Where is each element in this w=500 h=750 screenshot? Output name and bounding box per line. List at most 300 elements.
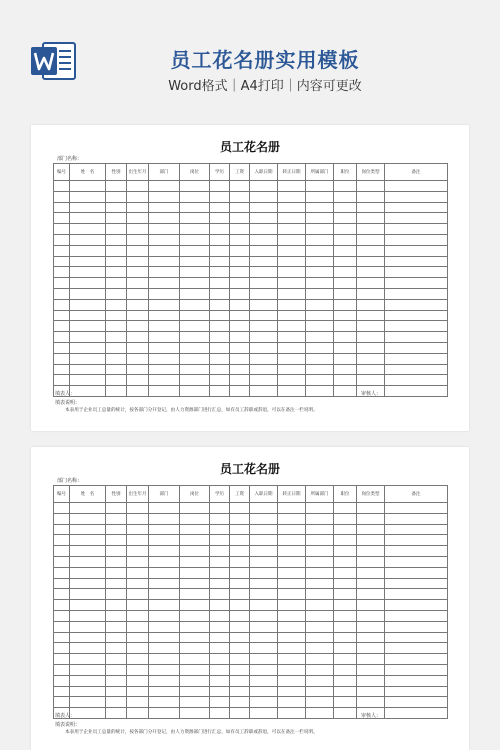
table-cell[interactable] [106,567,127,578]
table-cell[interactable] [385,610,448,621]
table-cell[interactable] [54,245,70,256]
table-cell[interactable] [250,245,278,256]
table-cell[interactable] [70,267,106,278]
table-cell[interactable] [250,567,278,578]
table-cell[interactable] [278,278,306,289]
table-cell[interactable] [149,621,180,632]
table-cell[interactable] [385,353,448,364]
table-cell[interactable] [127,697,149,708]
table-cell[interactable] [250,686,278,697]
table-cell[interactable] [357,364,385,375]
table-cell[interactable] [106,546,127,557]
table-cell[interactable] [70,224,106,235]
table-cell[interactable] [334,202,357,213]
table-cell[interactable] [70,578,106,589]
table-cell[interactable] [106,224,127,235]
table-cell[interactable] [250,267,278,278]
table-cell[interactable] [210,686,230,697]
table-cell[interactable] [385,589,448,600]
table-cell[interactable] [127,513,149,524]
table-cell[interactable] [54,332,70,343]
table-cell[interactable] [385,267,448,278]
table-cell[interactable] [306,567,334,578]
table-cell[interactable] [180,245,210,256]
table-cell[interactable] [106,686,127,697]
table-cell[interactable] [385,524,448,535]
table-cell[interactable] [357,632,385,643]
table-cell[interactable] [278,332,306,343]
table-cell[interactable] [357,181,385,192]
table-cell[interactable] [149,546,180,557]
table-cell[interactable] [385,213,448,224]
table-cell[interactable] [70,654,106,665]
table-cell[interactable] [334,224,357,235]
table-cell[interactable] [180,332,210,343]
table-cell[interactable] [180,664,210,675]
table-cell[interactable] [149,181,180,192]
table-cell[interactable] [149,503,180,514]
table-cell[interactable] [357,353,385,364]
table-cell[interactable] [127,364,149,375]
table-cell[interactable] [210,181,230,192]
table-cell[interactable] [357,697,385,708]
table-cell[interactable] [230,654,250,665]
table-cell[interactable] [180,364,210,375]
table-cell[interactable] [385,245,448,256]
table-cell[interactable] [306,664,334,675]
table-cell[interactable] [334,256,357,267]
table-cell[interactable] [127,213,149,224]
table-cell[interactable] [250,288,278,299]
table-cell[interactable] [230,375,250,386]
table-cell[interactable] [127,321,149,332]
table-cell[interactable] [54,524,70,535]
table-cell[interactable] [334,191,357,202]
table-cell[interactable] [54,697,70,708]
table-cell[interactable] [210,556,230,567]
table-cell[interactable] [385,224,448,235]
table-cell[interactable] [357,213,385,224]
table-cell[interactable] [278,342,306,353]
table-cell[interactable] [230,697,250,708]
table-cell[interactable] [385,567,448,578]
table-cell[interactable] [306,353,334,364]
table-cell[interactable] [385,321,448,332]
table-cell[interactable] [70,299,106,310]
table-cell[interactable] [334,503,357,514]
table-cell[interactable] [210,643,230,654]
table-cell[interactable] [334,288,357,299]
table-cell[interactable] [230,181,250,192]
table-cell[interactable] [106,375,127,386]
table-cell[interactable] [385,234,448,245]
table-cell[interactable] [106,299,127,310]
table-cell[interactable] [70,342,106,353]
table-cell[interactable] [54,643,70,654]
table-cell[interactable] [230,321,250,332]
table-cell[interactable] [149,353,180,364]
table-cell[interactable] [210,664,230,675]
table-cell[interactable] [334,610,357,621]
table-cell[interactable] [149,556,180,567]
table-cell[interactable] [180,288,210,299]
table-cell[interactable] [127,578,149,589]
table-cell[interactable] [180,299,210,310]
table-cell[interactable] [250,513,278,524]
table-cell[interactable] [149,245,180,256]
table-cell[interactable] [278,299,306,310]
table-cell[interactable] [54,664,70,675]
table-cell[interactable] [306,321,334,332]
table-cell[interactable] [334,267,357,278]
table-cell[interactable] [306,600,334,611]
table-cell[interactable] [306,589,334,600]
table-cell[interactable] [210,353,230,364]
table-cell[interactable] [149,632,180,643]
table-cell[interactable] [306,181,334,192]
table-cell[interactable] [180,181,210,192]
table-cell[interactable] [180,321,210,332]
table-cell[interactable] [149,321,180,332]
table-cell[interactable] [306,288,334,299]
table-cell[interactable] [54,299,70,310]
table-cell[interactable] [250,621,278,632]
table-cell[interactable] [54,234,70,245]
table-cell[interactable] [306,686,334,697]
table-cell[interactable] [54,288,70,299]
table-cell[interactable] [306,697,334,708]
table-cell[interactable] [250,524,278,535]
table-cell[interactable] [149,332,180,343]
table-cell[interactable] [357,513,385,524]
table-cell[interactable] [278,654,306,665]
table-cell[interactable] [278,643,306,654]
table-cell[interactable] [278,610,306,621]
table-cell[interactable] [334,364,357,375]
table-cell[interactable] [180,654,210,665]
table-cell[interactable] [210,589,230,600]
table-cell[interactable] [70,589,106,600]
table-cell[interactable] [70,632,106,643]
table-cell[interactable] [230,213,250,224]
table-cell[interactable] [306,546,334,557]
table-cell[interactable] [357,610,385,621]
table-cell[interactable] [70,686,106,697]
table-cell[interactable] [334,589,357,600]
table-cell[interactable] [106,191,127,202]
table-cell[interactable] [385,310,448,321]
table-cell[interactable] [210,202,230,213]
table-cell[interactable] [357,191,385,202]
table-cell[interactable] [230,632,250,643]
table-cell[interactable] [357,310,385,321]
table-cell[interactable] [180,621,210,632]
table-cell[interactable] [106,664,127,675]
table-cell[interactable] [210,213,230,224]
table-cell[interactable] [250,342,278,353]
table-cell[interactable] [54,632,70,643]
table-cell[interactable] [278,664,306,675]
table-cell[interactable] [180,191,210,202]
table-cell[interactable] [106,256,127,267]
table-cell[interactable] [385,664,448,675]
table-cell[interactable] [149,610,180,621]
table-cell[interactable] [210,632,230,643]
table-cell[interactable] [106,524,127,535]
table-cell[interactable] [127,224,149,235]
table-cell[interactable] [180,535,210,546]
table-cell[interactable] [278,202,306,213]
table-cell[interactable] [70,675,106,686]
table-cell[interactable] [149,600,180,611]
table-cell[interactable] [127,589,149,600]
table-cell[interactable] [106,503,127,514]
table-cell[interactable] [180,278,210,289]
table-cell[interactable] [180,643,210,654]
table-cell[interactable] [106,675,127,686]
table-cell[interactable] [127,267,149,278]
table-cell[interactable] [210,600,230,611]
table-cell[interactable] [334,321,357,332]
table-cell[interactable] [250,578,278,589]
table-cell[interactable] [230,643,250,654]
table-cell[interactable] [230,600,250,611]
table-cell[interactable] [306,202,334,213]
table-cell[interactable] [70,213,106,224]
table-cell[interactable] [306,578,334,589]
table-cell[interactable] [357,224,385,235]
table-cell[interactable] [357,567,385,578]
table-cell[interactable] [230,191,250,202]
table-cell[interactable] [385,621,448,632]
table-cell[interactable] [278,524,306,535]
table-cell[interactable] [334,567,357,578]
table-cell[interactable] [357,256,385,267]
table-cell[interactable] [70,321,106,332]
table-cell[interactable] [210,375,230,386]
table-cell[interactable] [230,364,250,375]
table-cell[interactable] [385,364,448,375]
table-cell[interactable] [106,213,127,224]
table-cell[interactable] [306,632,334,643]
table-cell[interactable] [149,256,180,267]
table-cell[interactable] [54,224,70,235]
table-cell[interactable] [306,278,334,289]
table-cell[interactable] [127,181,149,192]
table-cell[interactable] [230,332,250,343]
table-cell[interactable] [210,546,230,557]
table-cell[interactable] [180,697,210,708]
table-cell[interactable] [54,578,70,589]
table-cell[interactable] [70,535,106,546]
table-cell[interactable] [210,191,230,202]
table-cell[interactable] [70,664,106,675]
table-cell[interactable] [54,321,70,332]
table-cell[interactable] [306,675,334,686]
table-cell[interactable] [250,664,278,675]
table-cell[interactable] [306,524,334,535]
table-cell[interactable] [54,675,70,686]
table-cell[interactable] [127,567,149,578]
table-cell[interactable] [54,256,70,267]
table-cell[interactable] [149,589,180,600]
table-cell[interactable] [210,267,230,278]
table-cell[interactable] [180,267,210,278]
table-cell[interactable] [127,524,149,535]
table-cell[interactable] [306,245,334,256]
table-cell[interactable] [54,213,70,224]
table-cell[interactable] [334,213,357,224]
table-cell[interactable] [357,375,385,386]
table-cell[interactable] [306,610,334,621]
table-cell[interactable] [306,513,334,524]
table-cell[interactable] [357,202,385,213]
table-cell[interactable] [54,589,70,600]
table-cell[interactable] [278,621,306,632]
table-cell[interactable] [54,278,70,289]
table-cell[interactable] [149,191,180,202]
table-cell[interactable] [210,321,230,332]
table-cell[interactable] [357,654,385,665]
table-cell[interactable] [149,310,180,321]
table-cell[interactable] [70,556,106,567]
table-cell[interactable] [106,654,127,665]
table-cell[interactable] [357,578,385,589]
table-cell[interactable] [334,546,357,557]
table-cell[interactable] [250,332,278,343]
table-cell[interactable] [127,600,149,611]
table-cell[interactable] [127,664,149,675]
table-cell[interactable] [54,181,70,192]
table-cell[interactable] [357,288,385,299]
table-cell[interactable] [127,503,149,514]
table-cell[interactable] [230,524,250,535]
table-cell[interactable] [278,191,306,202]
table-cell[interactable] [70,697,106,708]
table-cell[interactable] [334,556,357,567]
table-cell[interactable] [230,353,250,364]
table-cell[interactable] [54,513,70,524]
table-cell[interactable] [357,503,385,514]
table-cell[interactable] [106,332,127,343]
table-cell[interactable] [306,342,334,353]
table-cell[interactable] [54,535,70,546]
table-cell[interactable] [385,697,448,708]
table-cell[interactable] [180,202,210,213]
table-cell[interactable] [230,675,250,686]
table-cell[interactable] [149,524,180,535]
table-cell[interactable] [180,234,210,245]
table-cell[interactable] [230,589,250,600]
table-cell[interactable] [180,524,210,535]
table-cell[interactable] [230,513,250,524]
table-cell[interactable] [127,686,149,697]
table-cell[interactable] [230,299,250,310]
table-cell[interactable] [149,342,180,353]
table-cell[interactable] [210,256,230,267]
table-cell[interactable] [127,299,149,310]
table-cell[interactable] [306,234,334,245]
table-cell[interactable] [106,267,127,278]
table-cell[interactable] [334,600,357,611]
table-cell[interactable] [278,600,306,611]
table-cell[interactable] [180,675,210,686]
table-cell[interactable] [180,310,210,321]
table-cell[interactable] [127,310,149,321]
table-cell[interactable] [250,643,278,654]
table-cell[interactable] [334,686,357,697]
table-cell[interactable] [278,364,306,375]
table-cell[interactable] [210,567,230,578]
table-cell[interactable] [54,600,70,611]
table-cell[interactable] [250,654,278,665]
table-cell[interactable] [210,697,230,708]
table-cell[interactable] [210,245,230,256]
table-cell[interactable] [230,610,250,621]
table-cell[interactable] [70,310,106,321]
table-cell[interactable] [180,578,210,589]
table-cell[interactable] [385,375,448,386]
table-cell[interactable] [54,621,70,632]
table-cell[interactable] [70,621,106,632]
table-cell[interactable] [306,654,334,665]
table-cell[interactable] [127,278,149,289]
table-cell[interactable] [70,191,106,202]
table-cell[interactable] [250,364,278,375]
table-cell[interactable] [334,299,357,310]
table-cell[interactable] [306,375,334,386]
table-cell[interactable] [230,342,250,353]
table-cell[interactable] [357,675,385,686]
table-cell[interactable] [278,567,306,578]
table-cell[interactable] [334,524,357,535]
table-cell[interactable] [180,342,210,353]
table-cell[interactable] [385,654,448,665]
table-cell[interactable] [210,310,230,321]
table-cell[interactable] [250,321,278,332]
table-cell[interactable] [357,299,385,310]
table-cell[interactable] [149,697,180,708]
table-cell[interactable] [385,632,448,643]
table-cell[interactable] [306,643,334,654]
table-cell[interactable] [334,632,357,643]
table-cell[interactable] [210,364,230,375]
table-cell[interactable] [210,513,230,524]
table-cell[interactable] [180,600,210,611]
table-cell[interactable] [357,524,385,535]
table-cell[interactable] [278,245,306,256]
table-cell[interactable] [385,342,448,353]
table-cell[interactable] [334,342,357,353]
table-cell[interactable] [70,600,106,611]
table-cell[interactable] [149,267,180,278]
table-cell[interactable] [357,621,385,632]
table-cell[interactable] [278,513,306,524]
table-cell[interactable] [357,589,385,600]
table-cell[interactable] [278,632,306,643]
table-cell[interactable] [54,202,70,213]
table-cell[interactable] [230,256,250,267]
table-cell[interactable] [357,556,385,567]
table-cell[interactable] [70,643,106,654]
table-cell[interactable] [106,245,127,256]
table-cell[interactable] [54,556,70,567]
table-cell[interactable] [230,578,250,589]
table-cell[interactable] [250,234,278,245]
table-cell[interactable] [230,278,250,289]
table-cell[interactable] [250,191,278,202]
table-cell[interactable] [306,267,334,278]
